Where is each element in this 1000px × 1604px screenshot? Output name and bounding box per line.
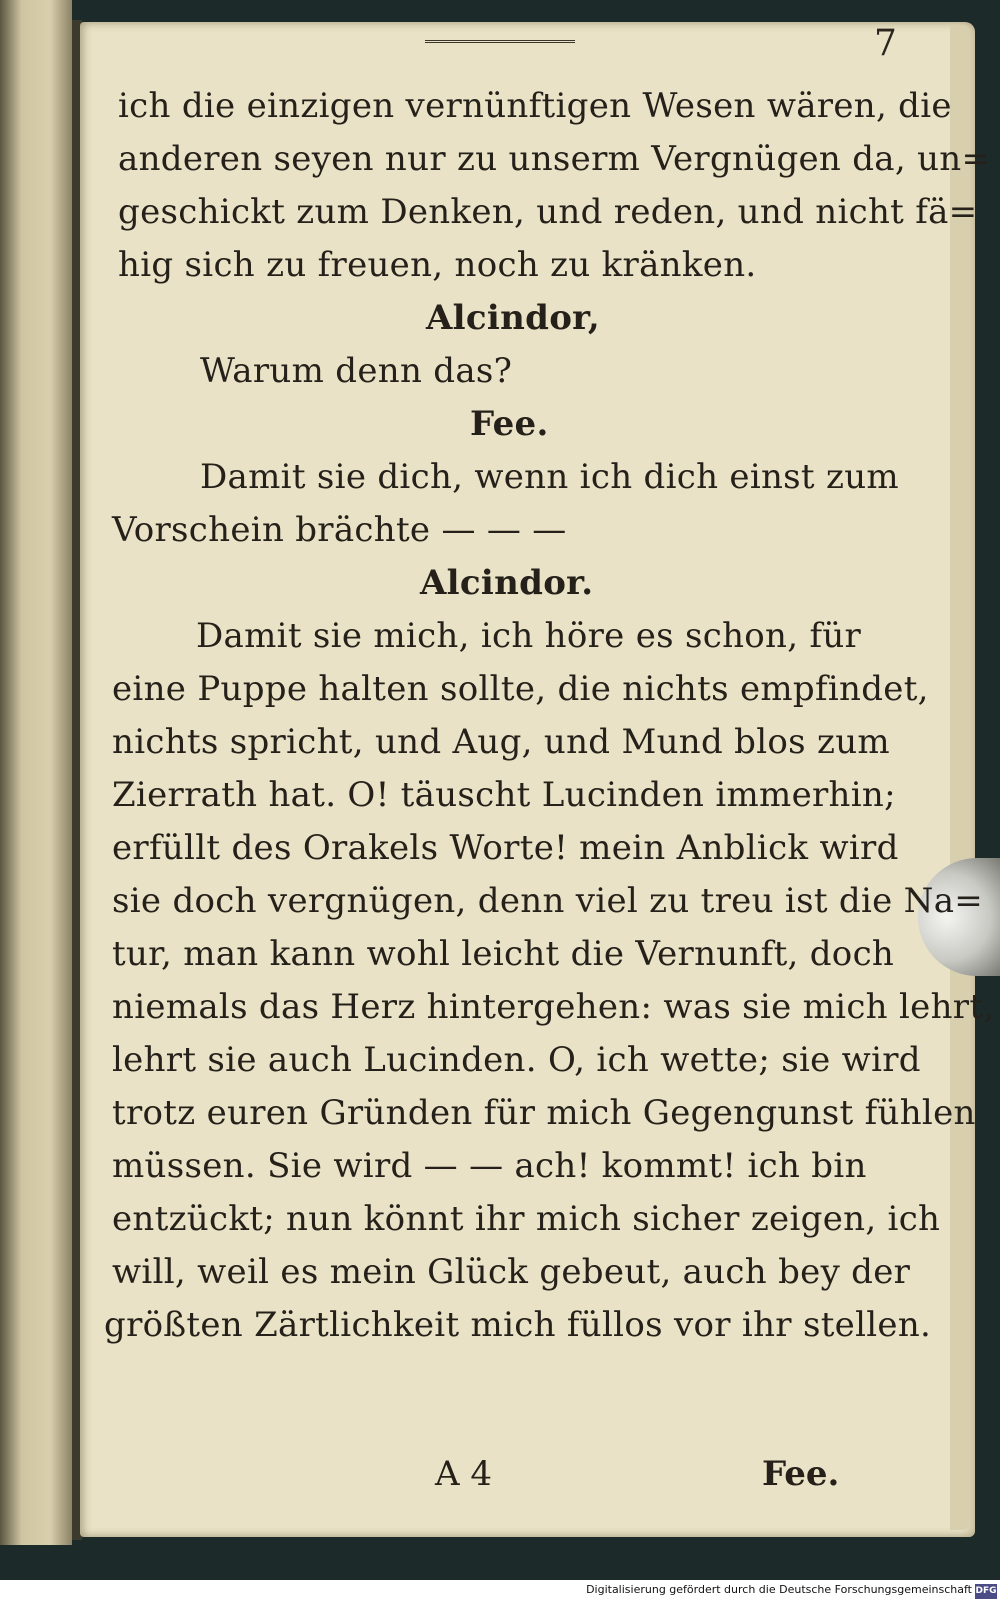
text-line: lehrt sie auch Lucinden. O, ich wette; sie wird [112,1040,921,1080]
text-line: sie doch vergnügen, denn viel zu treu ist die Na= [112,881,984,921]
text-line: müssen. Sie wird — — ach! kommt! ich bin [112,1146,867,1186]
speaker-heading: Fee. [470,404,549,444]
text-line: größten Zärtlichkeit mich füllos vor ihr stellen. [104,1305,932,1345]
text-line: Damit sie mich, ich höre es schon, für [196,616,862,656]
text-line: Damit sie dich, wenn ich dich einst zum [200,457,899,497]
text-line: eine Puppe halten sollte, die nichts empfindet, [112,669,929,709]
page-stack-edge [950,25,970,1530]
header-ornament [425,26,575,43]
text-line: Warum denn das? [200,351,513,391]
text-line: anderen seyen nur zu unserm Vergnügen da, un= [118,139,991,179]
text-line: Vorschein brächte — — — [112,510,567,550]
text-line: hig sich zu freuen, noch zu kränken. [118,245,757,285]
footer-credit: Digitalisierung gefördert durch die Deutsche Forschungsgemeinschaft [586,1583,972,1596]
speaker-heading: Alcindor, [426,298,601,338]
text-line: erfüllt des Orakels Worte! mein Anblick wird [112,828,899,868]
signature-mark: A 4 [435,1454,492,1494]
text-line: trotz euren Gründen für mich Gegengunst fühlen [112,1093,976,1133]
speaker-heading: Alcindor. [420,563,594,603]
left-page-edge [0,0,72,1545]
text-line: geschickt zum Denken, und reden, und nicht fä= [118,192,978,232]
text-line: entzückt; nun könnt ihr mich sicher zeigen, ich [112,1199,941,1239]
text-line: Zierrath hat. O! täuscht Lucinden immerhin; [112,775,896,815]
text-line: nichts spricht, und Aug, und Mund blos zum [112,722,890,762]
dfg-logo: DFG [975,1584,997,1599]
text-line: niemals das Herz hintergehen: was sie mich lehrt, [112,987,995,1027]
text-line: tur, man kann wohl leicht die Vernunft, doch [112,934,895,974]
page-corner-mark: 7 [874,23,897,64]
catchword: Fee. [762,1454,840,1494]
text-line: ich die einzigen vernünftigen Wesen wären, die [118,86,952,126]
text-line: will, weil es mein Glück gebeut, auch bey der [112,1252,911,1292]
